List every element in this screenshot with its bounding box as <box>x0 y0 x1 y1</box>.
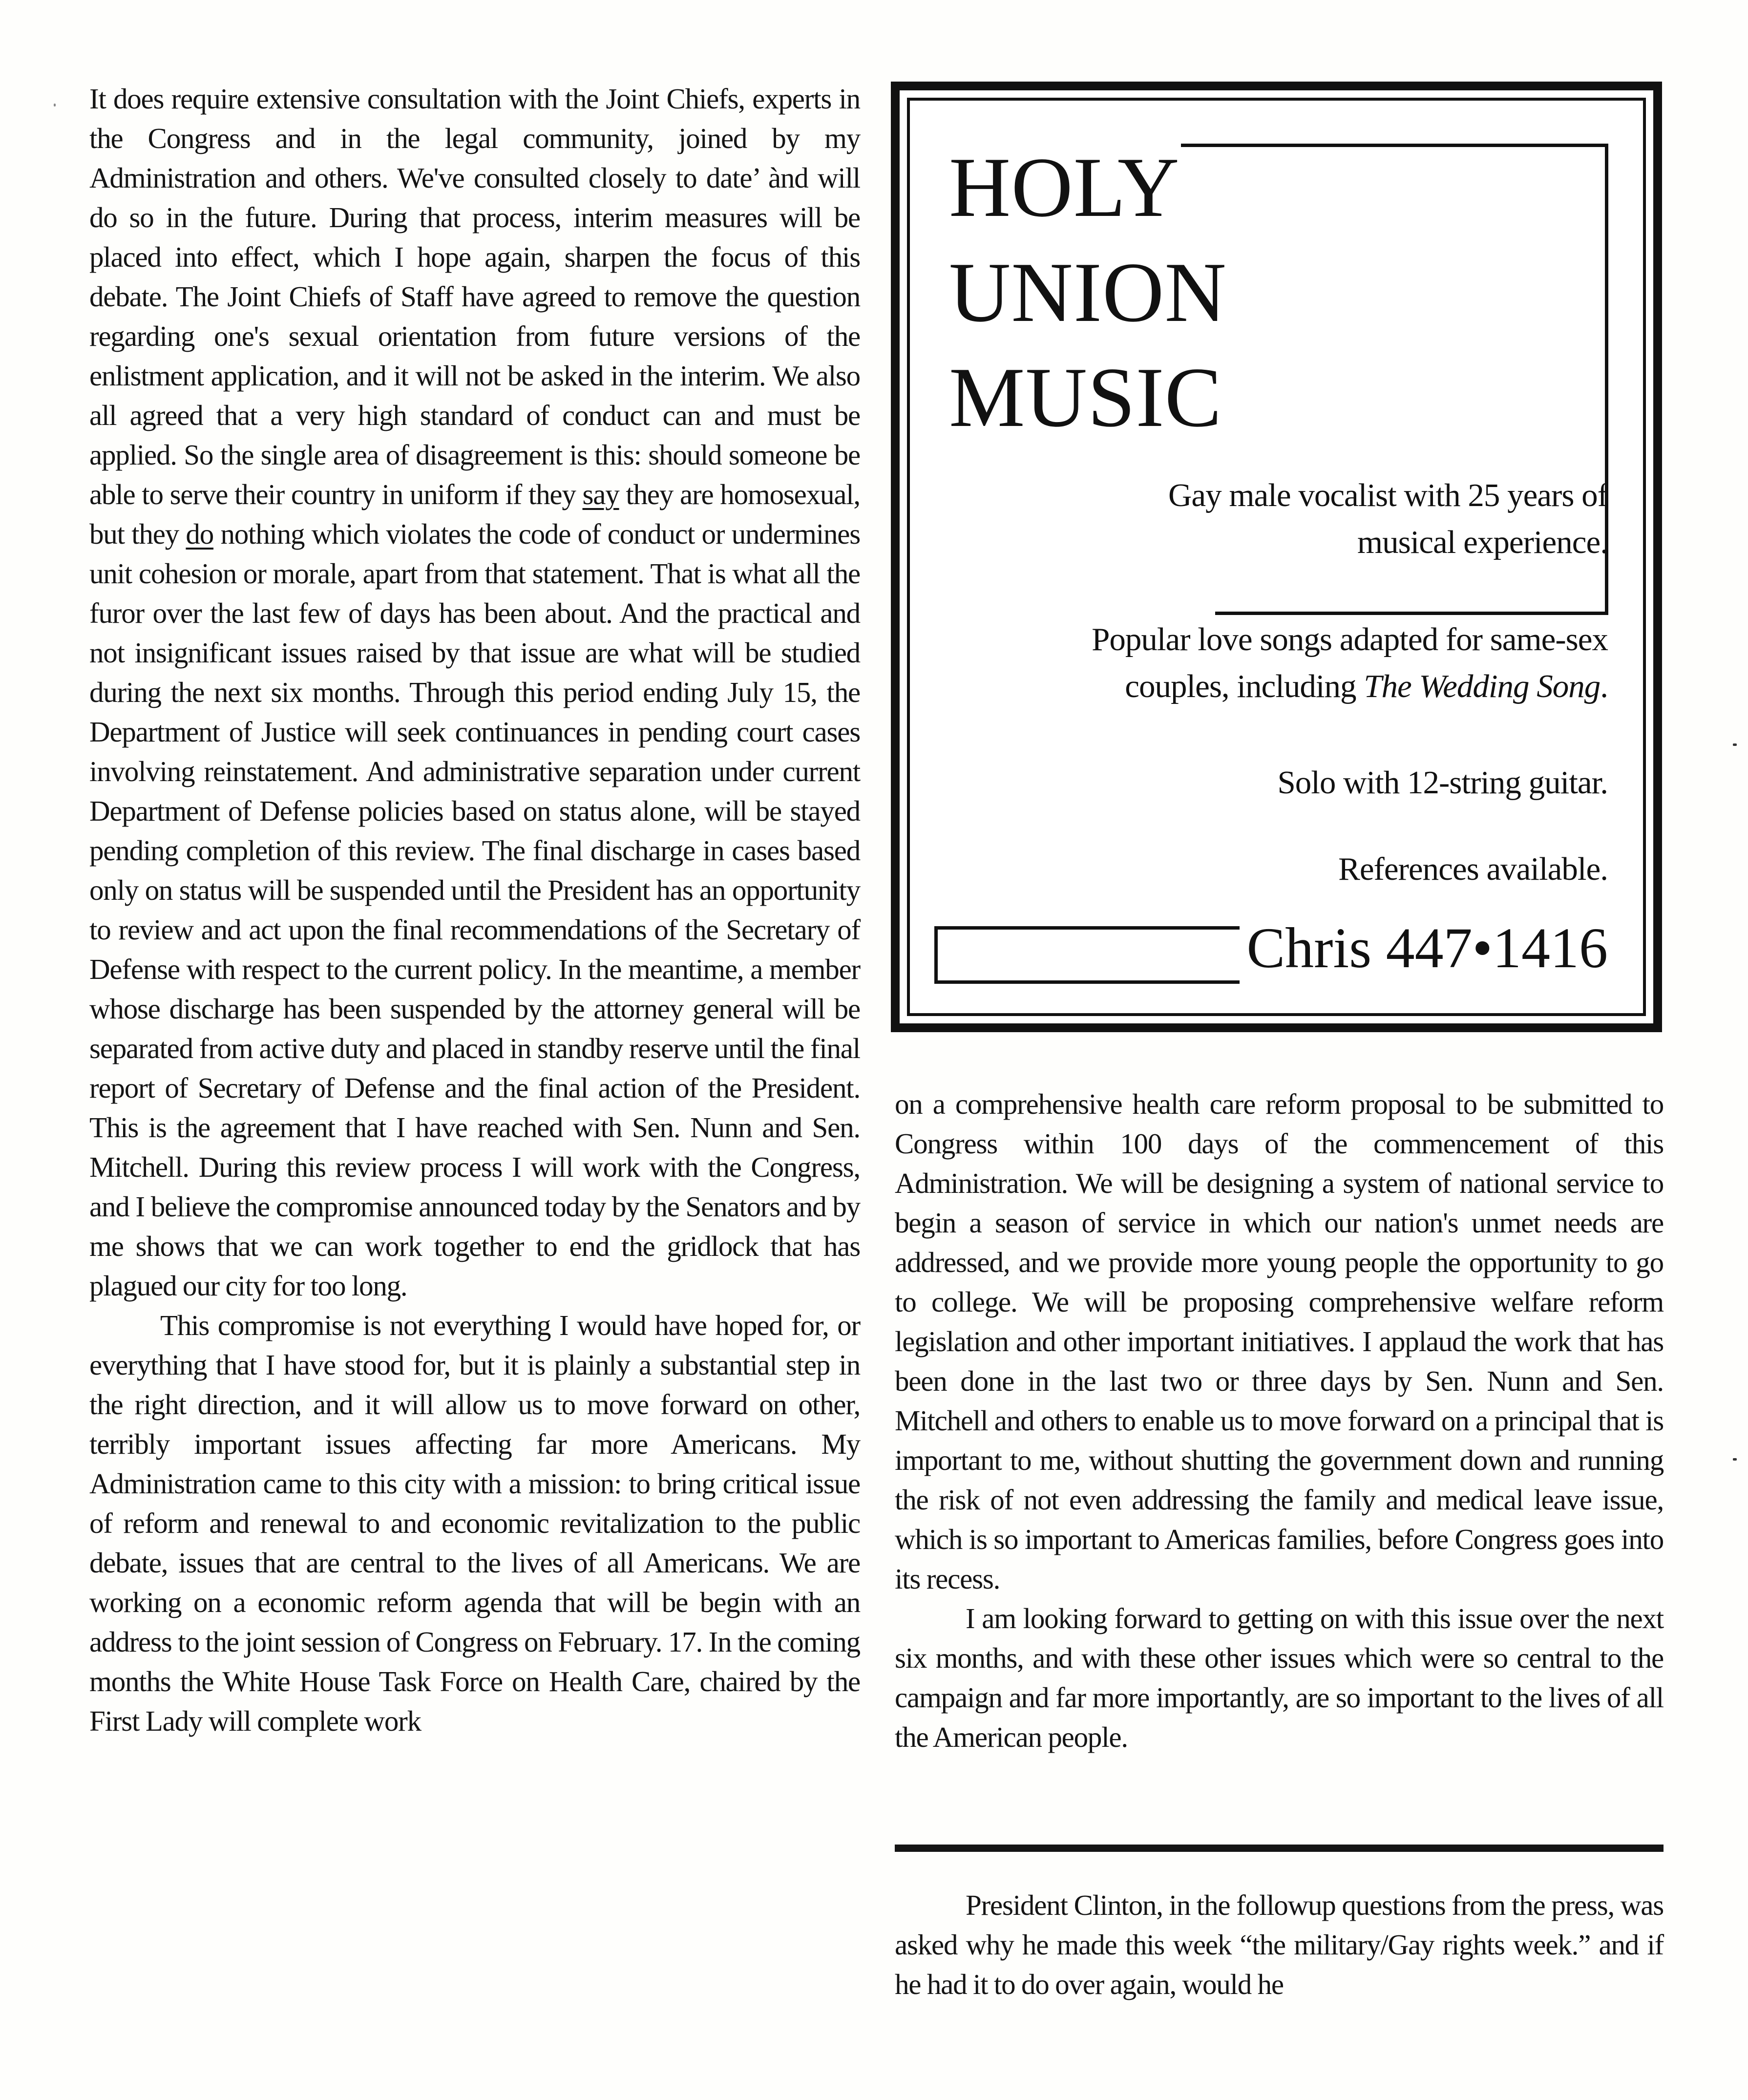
frame-line <box>1181 144 1608 147</box>
speech-paragraph: It does require extensive consultation with the Joint Chiefs, experts in the Congress and in the legal community, joined by my Administration and others. We've consulted closely to date’ ànd will do so in the future. During that process, interim measures will be placed into effect, which I hope again, sharpen the focus of this debate. The Joint Chiefs of Staff have agreed to remove the question regarding one's sexual orientation from future versions of the enlistment application, and it will not be asked in the interim. We also all agreed that a very high standard of conduct can and must be applied. So the single area of disagreement is this: should someone be able to serve their country in uniform if they say they are homosexual, but they do nothing which violates the code of conduct or undermines unit cohesion or morale, apart from that statement. That is what all the furor over the last few of days has been about. And the practical and not insignificant issues raised by that issue are what will be studied during the next six months. Through this period ending July 15, the Department of Justice will seek continuances in pending court cases involving reinstatement. And administrative separation under current Department of Defense policies based on status alone, will be stayed pending completion of this review. The final discharge in cases based only on status will be suspended until the President has an opportunity to review and act upon the final recommendations of the Secretary of Defense with respect to the current policy. In the meantime, a member whose discharge has been suspended by the attorney general will be separated from active duty and placed in standby reserve until the final report of Secretary of Defense and the final action of the President. This is the agreement that I have reached with Sen. Nunn and Sen. Mitchell. During this review process I will work with the Congress, and I believe the compromise announced today by the Senators and by me shows that we can work together to end the gridlock that has plagued our city for too long. <box>89 83 860 1302</box>
contact-decorative-frame <box>934 926 1240 984</box>
scan-speck <box>1733 743 1737 746</box>
ad-title-line: HOLY <box>949 140 1180 234</box>
ad-references: References available. <box>1338 851 1608 887</box>
press-followup-section <box>895 1886 1664 2004</box>
emphasis-say: say <box>582 478 619 510</box>
scan-speck <box>54 104 56 106</box>
speech-paragraph: on a comprehensive health care reform proposal to be submitted to Congress within 100 days of the commencement of this Administration. We will be designing a system of national service to begin a season of service in which our nation's unmet needs are addressed, and we provide more young people the opportunity to go to college. We will be proposing comprehensive welfare reform legislation and other important initiatives. I applaud the work that has been done in the last two or three days by Sen. Nunn and Sen. Mitchell and others to enable us to move forward on a principal that is important to me, without shutting the government down and running the risk of not even addressing the family and medical leave issue, which is so important to Americas families, before Congress goes into its recess. <box>895 1088 1664 1595</box>
scan-speck <box>1733 1458 1737 1461</box>
narrative-paragraph: President Clinton, in the followup questions from the press, was asked why he made this week “the military/Gay rights week.” and if he had it to do over again, would he <box>895 1889 1664 2000</box>
speech-paragraph: I am looking forward to getting on with this issue over the next six months, and with these other issues which were so central to the campaign and far more importantly, are so important to the lives of all the American people. <box>895 1602 1664 1753</box>
left-column <box>89 79 860 1741</box>
ad-instrument: Solo with 12-string guitar. <box>1277 764 1608 801</box>
song-title: The Wedding Song <box>1364 668 1601 704</box>
frame-line <box>1215 612 1608 615</box>
ad-songs-description: Popular love songs adapted for same-sex couples, including The Wedding Song. <box>1092 621 1608 704</box>
ad-inner-border <box>907 98 1646 1016</box>
right-column <box>895 1084 1664 1757</box>
ad-vocalist-description: Gay male vocalist with 25 years of musical experience. <box>1168 477 1608 560</box>
holy-union-music-advertisement <box>891 82 1662 1032</box>
section-divider-rule <box>895 1845 1664 1852</box>
ad-contact-phone: Chris 447•1416 <box>1246 916 1608 980</box>
speech-paragraph: This compromise is not everything I would have hoped for, or everything that I have stood for, but it is plainly a substantial step in the right direction, and it will allow us to move forward on other, terribly important issues affecting far more Americans. My Administration came to this city with a mission: to bring critical issue of reform and renewal to and economic revitalization to the public debate, issues that are central to the lives of all Americans. We are working on a economic reform agenda that will be begin with an address to the joint session of Congress on February. 17. In the coming months the White House Task Force on Health Care, chaired by the First Lady will complete work <box>89 1309 860 1737</box>
ad-title-line: MUSIC <box>949 350 1222 445</box>
ad-title-line: UNION <box>949 245 1227 339</box>
emphasis-do: do <box>186 518 214 550</box>
